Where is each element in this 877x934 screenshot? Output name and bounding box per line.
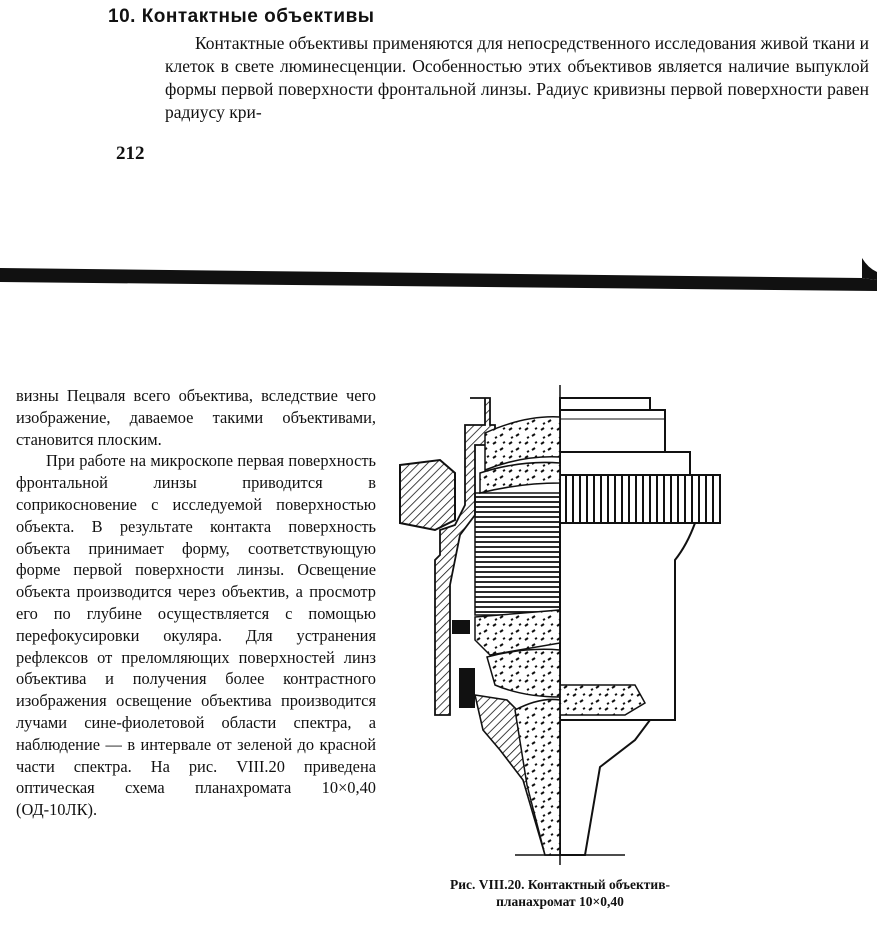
caption-line-2: планахромат 10×0,40 bbox=[496, 894, 624, 909]
column-paragraph-1: визны Пецваля всего объектива, вследствие чего изображение, даваемое такими объективами, становится плоским. bbox=[16, 386, 376, 449]
intro-paragraph bbox=[165, 32, 869, 124]
knurled-ring bbox=[560, 475, 720, 523]
spacer-stack bbox=[475, 493, 560, 615]
page-number: 212 bbox=[116, 143, 145, 164]
top-rim bbox=[560, 398, 650, 410]
text-column bbox=[16, 385, 376, 821]
intro-text: Контактные объективы применяются для непосредственного исследования живой ткани и клеток в свете люминесценции. Особенностью этих объективов является наличие выпуклой формы первой поверхности фронтальной линзы. Радиус кривизны первой поверхности равен радиусу кри- bbox=[165, 33, 869, 122]
upper-collar bbox=[560, 410, 665, 452]
column-paragraph-2: При работе на микроскопе первая поверхность фронтальной линзы приводится в соприкосновение с исследуемой поверхностью объекта. В результате контакта поверхность объекта принимает форму, соответствующую форме первой поверхности линзы. Освещение объекта производится через объектив, а просмотр его по глубине осуществляется с помощью перефокусировки окуляра. Для устранения рефлексов от преломляющих поверхностей линз объектива и получения более контрастного изображения освещение объектива производится лучами сине-фиолетовой области спектра, а наблюдение — в интервале от зеленой до красной части спектра. На рис. VIII.20 приведена оптическая схема планахромата 10×0,40 (ОД-10ЛК). bbox=[16, 451, 376, 820]
figure-caption bbox=[395, 876, 725, 910]
outer-flange bbox=[400, 460, 455, 530]
lens-3 bbox=[475, 610, 560, 655]
page-divider bbox=[0, 258, 877, 308]
nose-cone bbox=[560, 720, 650, 855]
section-heading: 10. Контактные объективы bbox=[108, 6, 375, 27]
lens-4 bbox=[487, 649, 560, 697]
caption-line-1: Рис. VIII.20. Контактный объектив- bbox=[450, 877, 670, 892]
objective-lens-diagram bbox=[395, 385, 725, 865]
